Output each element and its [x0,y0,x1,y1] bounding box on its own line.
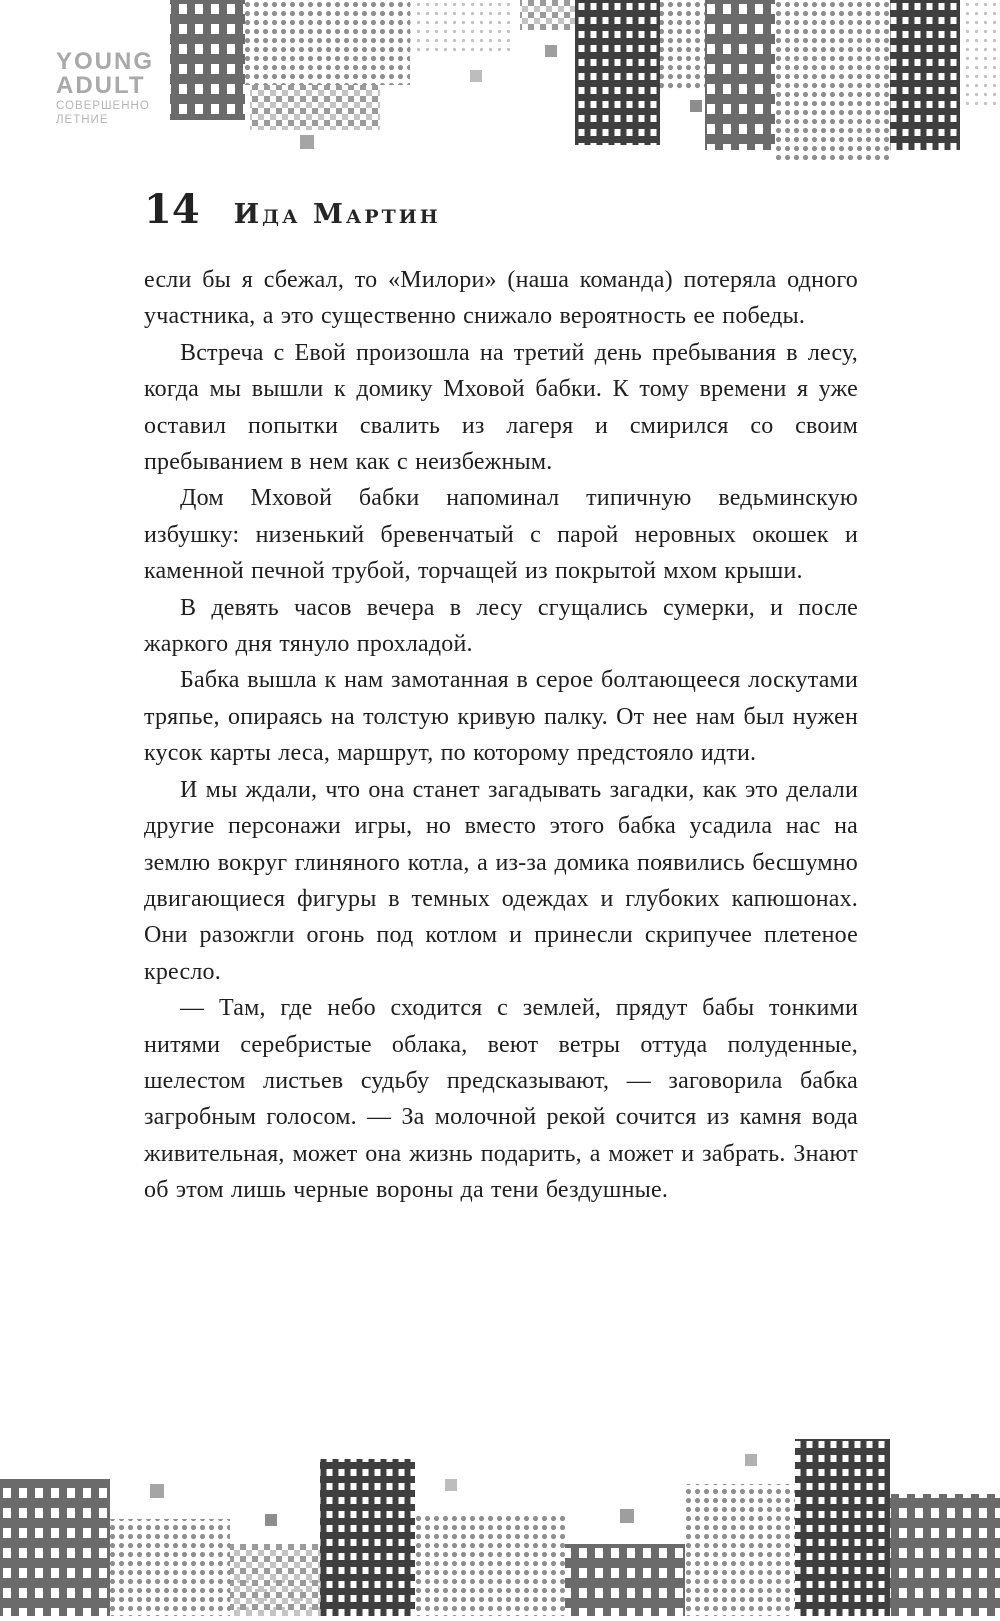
paragraph: — Там, где небо сходится с землей, прядут бабы тонкими нитями серебристые облака, веют ветры оттуда полуденные, шелестом листьев судьбу предсказывают, — заговорила бабка загробным голосом. — За молочной рекой сочится из камня вода живительная, может она жизнь подарить, а может и забрать. Знают об этом лишь черные вороны да тени бездушные. [144,995,858,1204]
paragraph: если бы я сбежал, то «Милори» (наша команда) потеряла одного участника, а это существенно снижало вероятность ее победы. [144,267,858,330]
top-decoration [0,0,1000,165]
page-number: 14 [144,186,200,233]
page-header [144,186,856,233]
paragraph: Дом Мховой бабки напоминал типичную ведьминскую избушку: низенький бревенчатый с парой неровных окошек и каменной печной трубой, торчащей из покрытой мхом крыши. [144,485,858,585]
paragraph: Встреча с Евой произошла на третий день пребывания в лесу, когда мы вышли к домику Мховой бабки. К тому времени я уже оставил попытки свалить из лагеря и смирился со своим пребыванием в нем как с неизбежным. [144,339,858,476]
body-text [144,262,858,1209]
logo-line: СОВЕРШЕННО [56,99,150,112]
logo-line: ADULT [56,72,146,100]
publisher-logo [56,50,174,126]
paragraph: И мы ждали, что она станет загадывать загадки, как это делали другие персонажи игры, но вместо этого бабка усадила нас на землю вокруг глиняного котла, а из-за домика появились бесшумно двигающиеся фигуры в темных одеждах и глубоких капюшонах. Они разожгли огонь под котлом и принесли скрипучее плетеное кресло. [144,776,858,985]
cityscape-art-bottom [0,1424,1000,1616]
cityscape-art-top [0,0,1000,165]
logo-line: YOUNG [56,48,155,75]
paragraph: Бабка вышла к нам замотанная в серое болтающееся лоскутами тряпье, опираясь на толстую кривую палку. От нее нам был нужен кусок карты леса, маршрут, по которому предстояло идти. [144,667,858,767]
paragraph: В девять часов вечера в лесу сгущались сумерки, и после жаркого дня тянуло прохладой. [144,594,858,658]
bottom-decoration [0,1424,1000,1616]
logo-line: ЛЕТНИЕ [56,113,109,126]
author-name: Ида Мартин [233,199,441,230]
